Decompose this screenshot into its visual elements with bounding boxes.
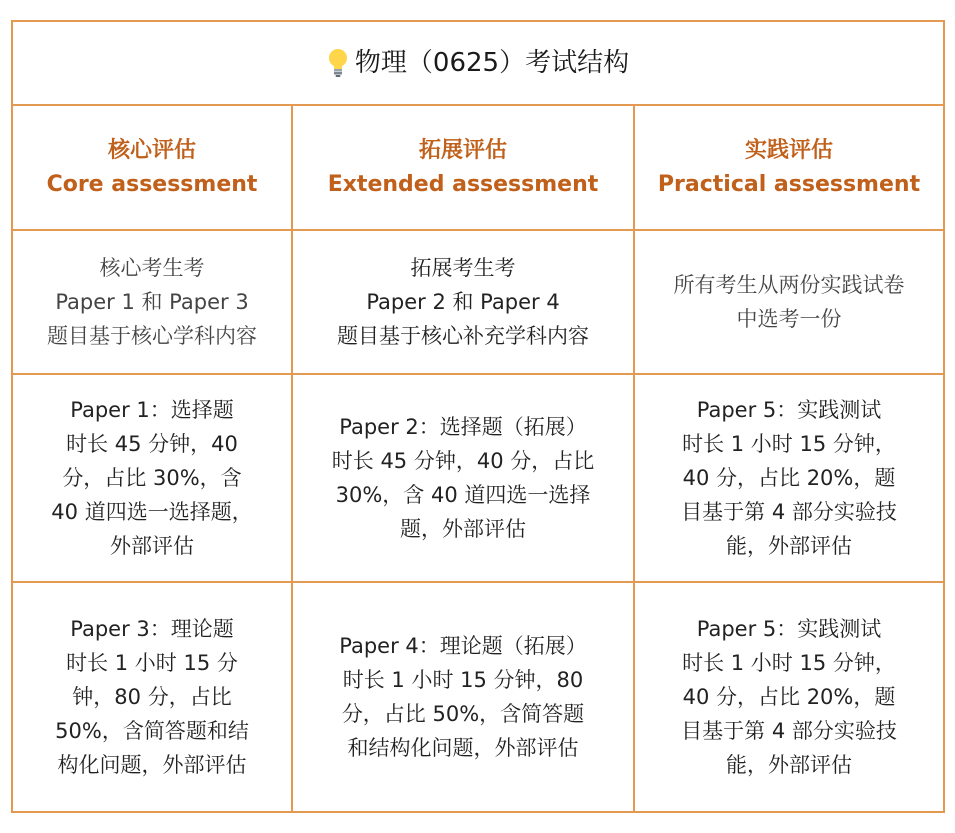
paper-3-line: Paper 3：理论题	[70, 617, 234, 641]
paper-5-line: 时长 1 小时 15 分钟，	[682, 651, 896, 675]
paper-4-cell	[293, 583, 635, 811]
page-title: 物理（0625）考试结构	[354, 48, 630, 78]
paper-5-cell-b	[635, 583, 943, 811]
paper-3-line: 时长 1 小时 15 分	[66, 651, 238, 675]
desc-extended	[293, 231, 635, 375]
header-extended	[293, 106, 635, 231]
header-core	[13, 106, 293, 231]
paper-4-line: 分，占比 50%，含简答题	[341, 702, 585, 726]
paper-2-line: 30%，含 40 道四选一选择	[335, 483, 591, 507]
desc-extended-line: 拓展考生考	[410, 256, 516, 280]
table-title-cell	[13, 22, 943, 106]
desc-core-line: 核心考生考	[99, 256, 205, 280]
paper-1-line: 外部评估	[110, 534, 194, 558]
paper-2-line: Paper 2：选择题（拓展）	[339, 415, 587, 439]
paper-5-line: 能，外部评估	[726, 534, 852, 558]
header-extended-zh: 拓展评估	[418, 137, 507, 163]
paper-5-line: 时长 1 小时 15 分钟，	[682, 432, 896, 456]
desc-core-line: 题目基于核心学科内容	[47, 324, 257, 348]
header-core-en: Core assessment	[46, 171, 258, 197]
paper-1-cell	[13, 375, 293, 583]
header-extended-en: Extended assessment	[327, 171, 599, 197]
paper-5-line: 目基于第 4 部分实验技	[681, 500, 897, 524]
paper-4-line: 时长 1 小时 15 分钟，80	[342, 668, 584, 692]
paper-2-line: 时长 45 分钟，40 分，占比	[331, 449, 595, 473]
paper-3-cell	[13, 583, 293, 811]
lightbulb-icon	[327, 48, 349, 78]
paper-3-line: 钟，80 分，占比	[72, 685, 232, 709]
paper-5-line: 40 分，占比 20%，题	[682, 685, 896, 709]
paper-2-cell	[293, 375, 635, 583]
paper-1-line: 时长 45 分钟，40	[66, 432, 238, 456]
desc-extended-line: Paper 2 和 Paper 4	[366, 290, 560, 314]
header-practical	[635, 106, 943, 231]
paper-5-cell-a	[635, 375, 943, 583]
desc-practical-line: 所有考生从两份实践试卷	[673, 273, 905, 297]
paper-1-line: 分，占比 30%，含	[62, 466, 242, 490]
header-practical-en: Practical assessment	[657, 171, 921, 197]
desc-practical	[635, 231, 943, 375]
desc-core-line: Paper 1 和 Paper 3	[55, 290, 249, 314]
header-core-zh: 核心评估	[107, 137, 196, 163]
desc-practical-line: 中选考一份	[736, 307, 842, 331]
paper-3-line: 50%，含简答题和结	[55, 719, 249, 743]
paper-5-line: Paper 5：实践测试	[696, 617, 882, 641]
paper-4-line: 和结构化问题，外部评估	[347, 736, 579, 760]
paper-2-line: 题，外部评估	[400, 517, 526, 541]
paper-5-line: Paper 5：实践测试	[696, 398, 882, 422]
exam-structure-table	[11, 20, 945, 813]
desc-extended-line: 题目基于核心补充学科内容	[337, 324, 589, 348]
paper-5-line: 40 分，占比 20%，题	[682, 466, 896, 490]
paper-5-line: 目基于第 4 部分实验技	[681, 719, 897, 743]
header-practical-zh: 实践评估	[744, 137, 833, 163]
desc-core	[13, 231, 293, 375]
paper-1-line: Paper 1：选择题	[70, 398, 234, 422]
paper-4-line: Paper 4：理论题（拓展）	[339, 634, 587, 658]
paper-5-line: 能，外部评估	[726, 753, 852, 777]
paper-3-line: 构化问题，外部评估	[57, 753, 247, 777]
paper-1-line: 40 道四选一选择题，	[51, 500, 253, 524]
